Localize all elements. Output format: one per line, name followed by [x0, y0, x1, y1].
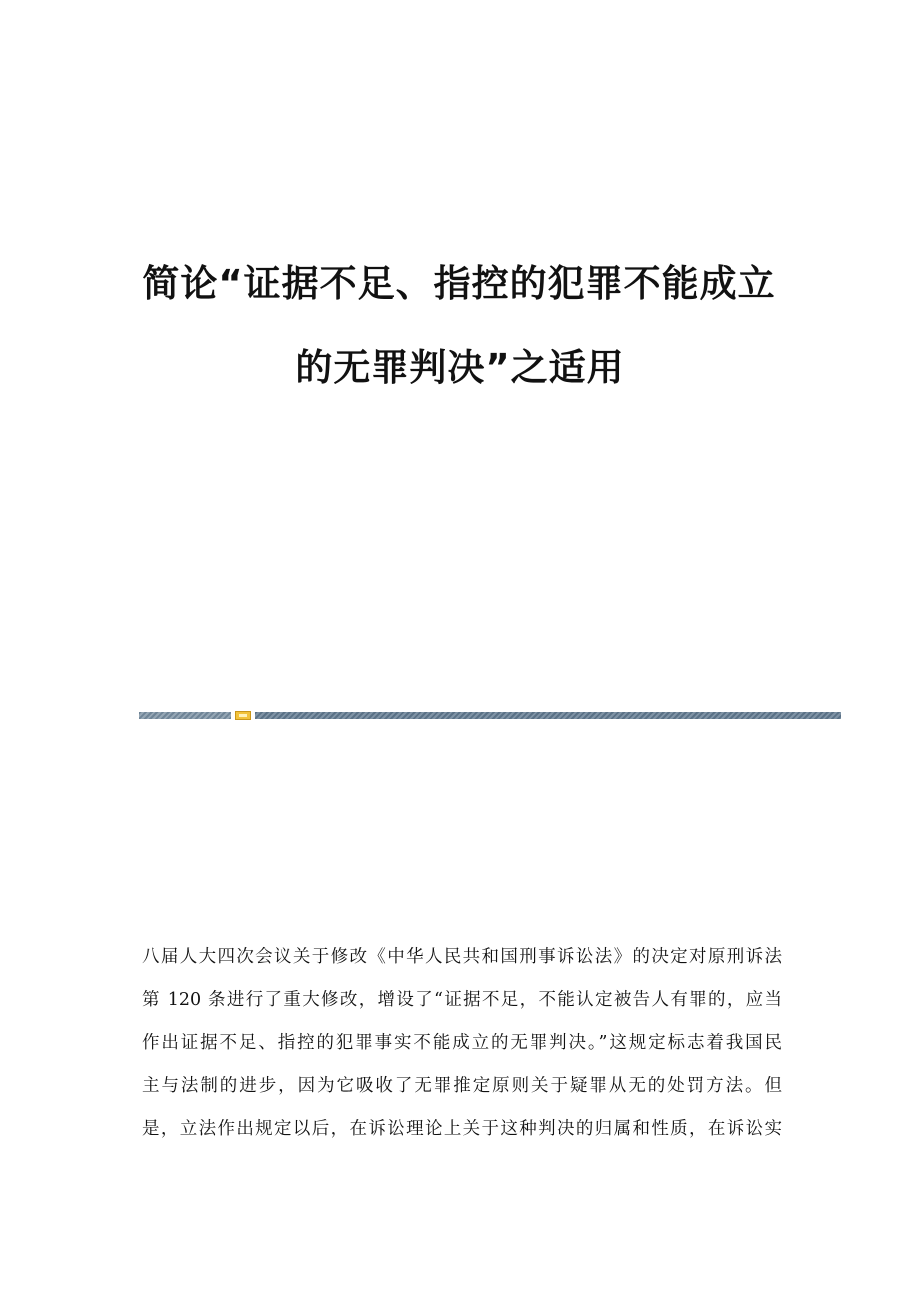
section-divider	[139, 711, 841, 720]
gold-badge-icon	[235, 711, 251, 720]
body-paragraph	[142, 936, 782, 1151]
title-line-1: 简论“证据不足、指控的犯罪不能成立	[142, 262, 776, 305]
body-line: 第 120 条进行了重大修改，增设了“证据不足，不能认定被告人有罪的，应当	[142, 990, 782, 1010]
divider-bar-right	[255, 712, 841, 719]
body-line: 作出证据不足、指控的犯罪事实不能成立的无罪判决。”这规定标志着我国民	[142, 1033, 782, 1053]
divider-bar-left	[139, 712, 231, 719]
document-title	[0, 262, 920, 390]
title-line-2: 的无罪判决”之适用	[295, 346, 625, 389]
body-line: 是，立法作出规定以后，在诉讼理论上关于这种判决的归属和性质，在诉讼实	[142, 1119, 782, 1139]
body-line: 八届人大四次会议关于修改《中华人民共和国刑事诉讼法》的决定对原刑诉法	[142, 947, 782, 967]
body-line: 主与法制的进步，因为它吸收了无罪推定原则关于疑罪从无的处罚方法。但	[142, 1076, 782, 1096]
